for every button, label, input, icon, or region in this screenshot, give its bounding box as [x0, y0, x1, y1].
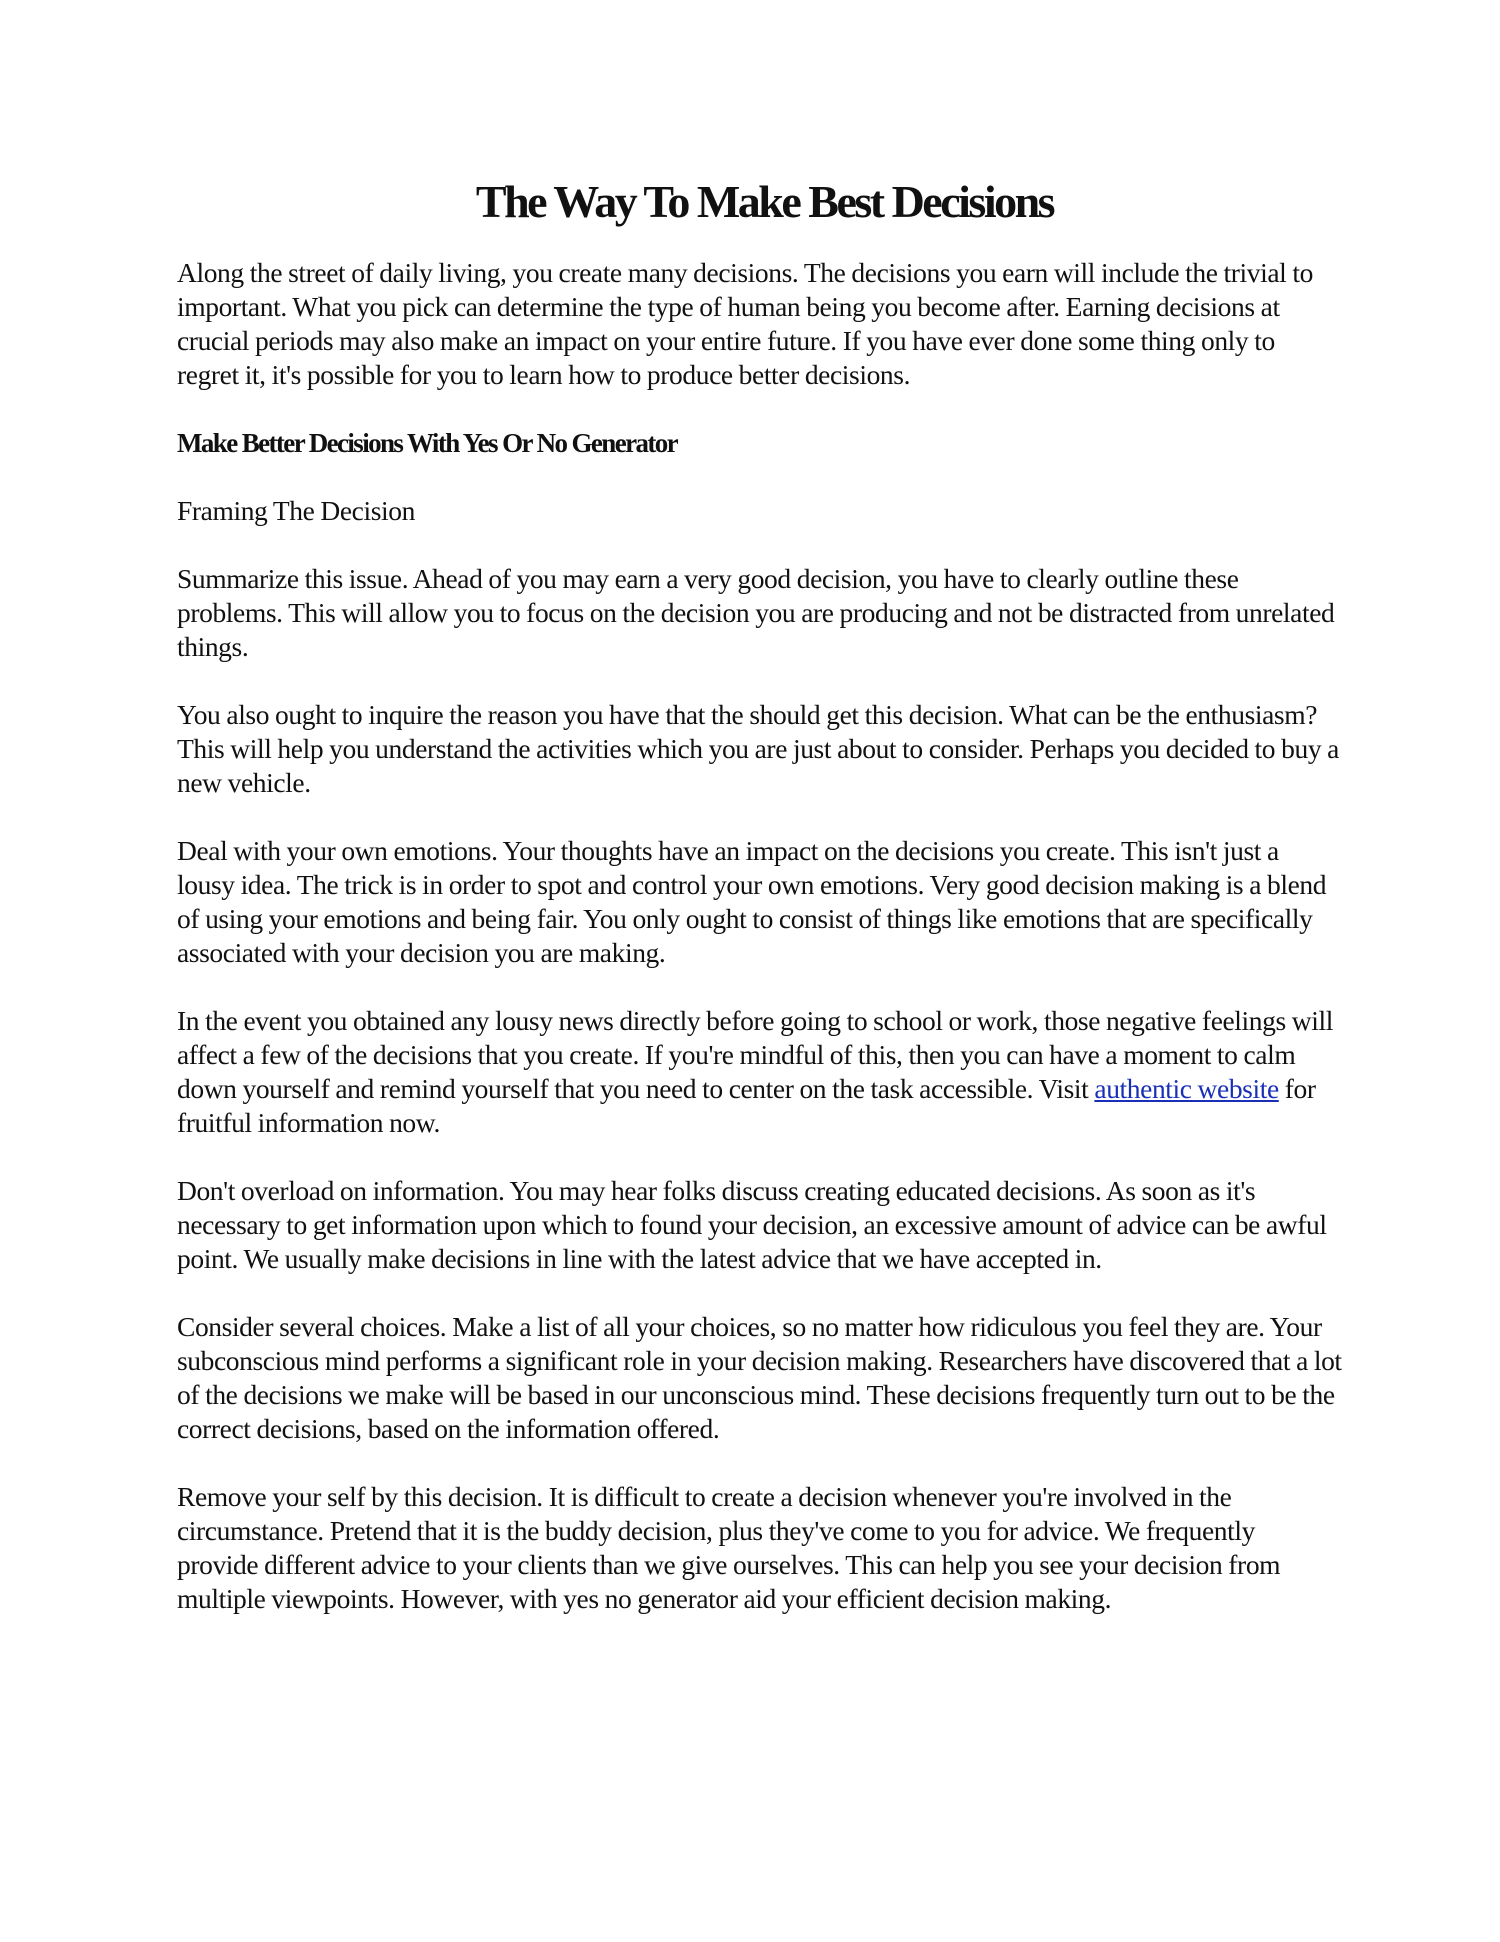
paragraph-remove: Remove your self by this decision. It is difficult to create a decision whenever you're involved in the circumstance. Pretend that it is the buddy decision, plus they've come to you for advice. We frequently provide different advice to your clients than we give ourselves. This can help you see your decision from multiple viewpoints. However, with yes no generator aid your efficient decision making. [177, 1481, 1281, 1614]
paragraph-reason: You also ought to inquire the reason you have that the should get this decision. What can be the enthusiasm? This will help you understand the activities which you are just about to consider. Perhaps you decided to buy a new vehicle. [177, 699, 1339, 798]
section-heading: Make Better Decisions With Yes Or No Generator [177, 428, 678, 458]
paragraph-news-before: In the event you obtained any lousy news directly before going to school or work, those negative feelings will affect a few of the decisions that you create. If you're mindful of this, then you can have a moment to calm down yourself and remind yourself that you need to center on the task accessible. Visit [177, 1005, 1333, 1104]
document-title: The Way To Make Best Decisions [475, 176, 1054, 227]
authentic-website-link[interactable]: authentic website [1094, 1073, 1279, 1104]
paragraph-summarize: Summarize this issue. Ahead of you may earn a very good decision, you have to clearly outline these problems. This will allow you to focus on the decision you are producing and not be distracted from unrelated things. [177, 563, 1335, 662]
paragraph-choices: Consider several choices. Make a list of all your choices, so no matter how ridiculous you feel they are. Your subconscious mind performs a significant role in your decision making. Researchers have discovered that a lot of the decisions we make will be based in our unconscious mind. These decisions frequently turn out to be the correct decisions, based on the information offered. [177, 1311, 1342, 1444]
document-body [177, 170, 1342, 1650]
paragraph-news-after: for fruitful information now. [177, 1073, 1316, 1138]
paragraph-news [177, 1004, 1342, 1140]
paragraph-emotions: Deal with your own emotions. Your thoughts have an impact on the decisions you create. This isn't just a lousy idea. The trick is in order to spot and control your own emotions. Very good decision making is a blend of using your emotions and being fair. You only ought to consist of things like emotions that are specifically associated with your decision you are making. [177, 835, 1327, 968]
intro-paragraph: Along the street of daily living, you create many decisions. The decisions you earn will include the trivial to important. What you pick can determine the type of human being you become after. Earning decisions at crucial periods may also make an impact on your entire future. If you have ever done some thing only to regret it, it's possible for you to learn how to produce better decisions. [177, 257, 1313, 390]
section-label: Framing The Decision [177, 495, 415, 526]
paragraph-overload: Don't overload on information. You may hear folks discuss creating educated decisions. As soon as it's necessary to get information upon which to found your decision, an excessive amount of advice can be awful point. We usually make decisions in line with the latest advice that we have accepted in. [177, 1175, 1327, 1274]
